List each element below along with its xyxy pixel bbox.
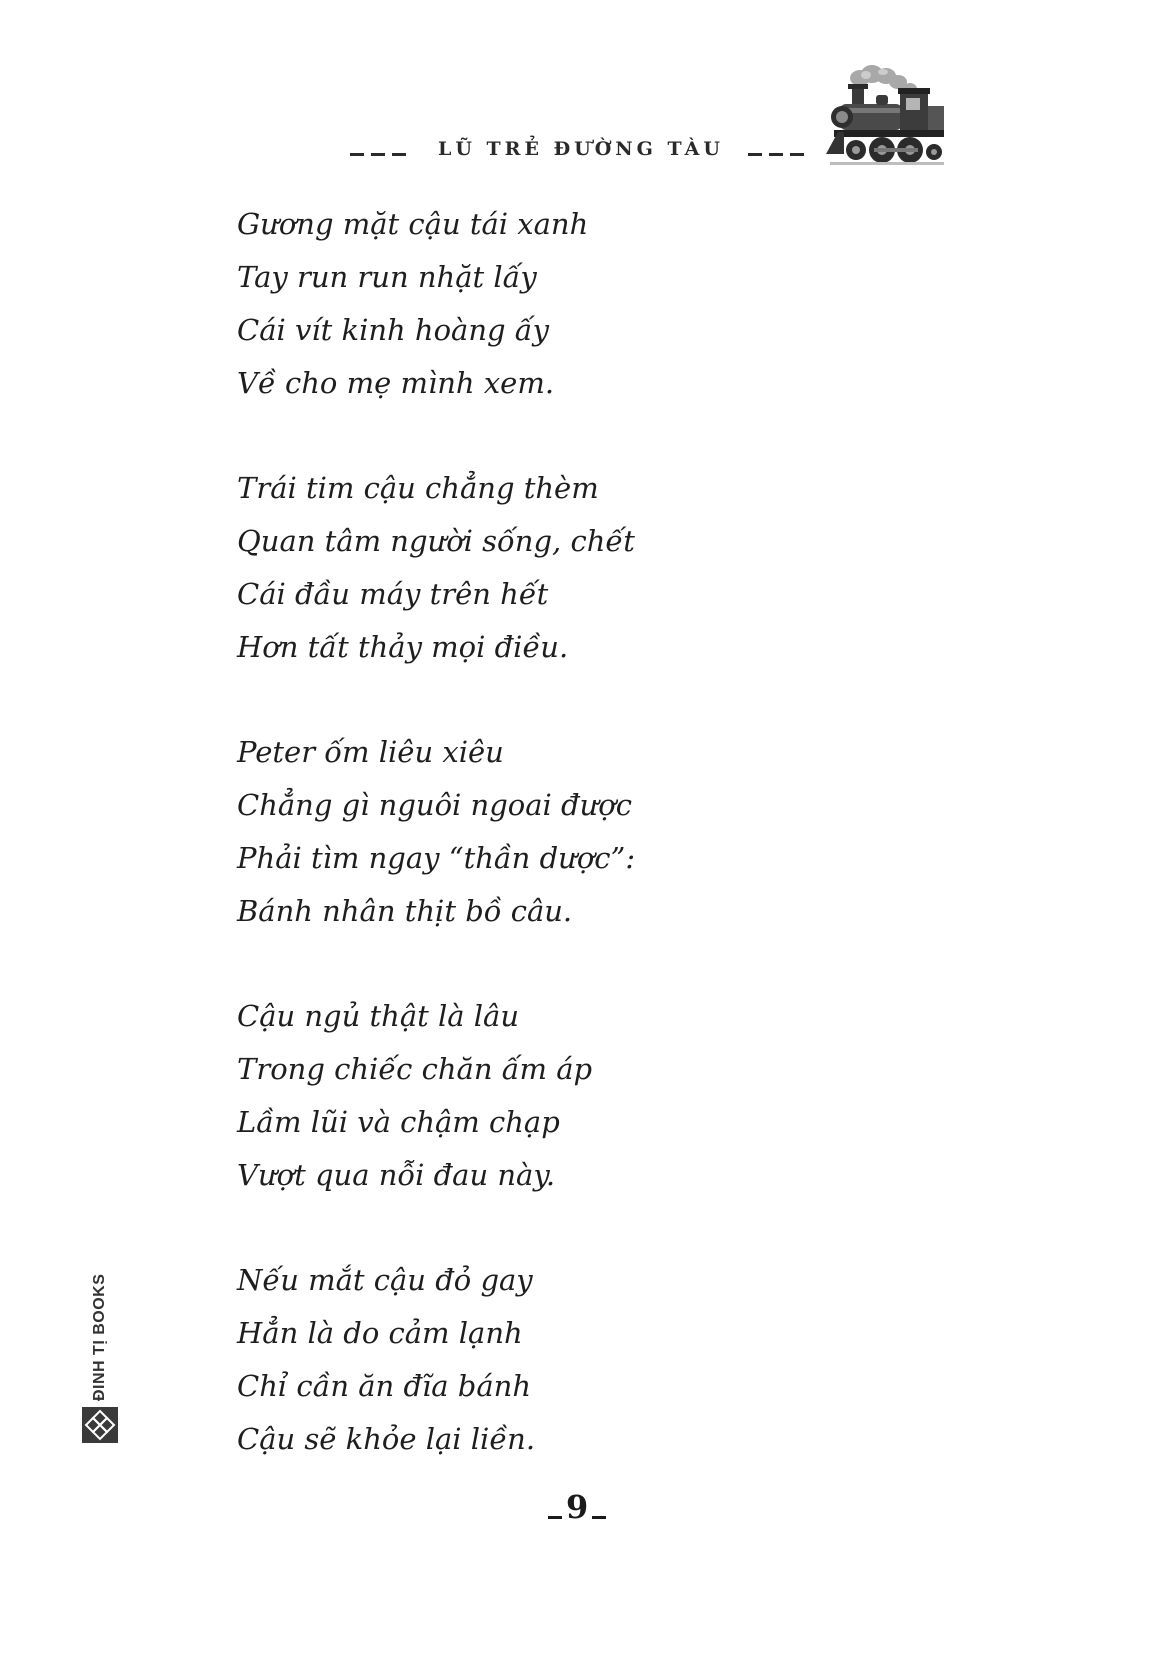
poem-line: Chẳng gì nguôi ngoai được	[237, 788, 632, 822]
poem-line: Gương mặt cậu tái xanh	[237, 207, 589, 241]
stanza-2	[237, 462, 635, 674]
stanza-4	[237, 990, 635, 1202]
publisher-mark	[78, 1273, 122, 1443]
page-number-value: 9	[566, 1488, 589, 1526]
poem-line: Hẳn là do cảm lạnh	[237, 1316, 523, 1350]
publisher-name: ĐINH TỊ BOOKS	[91, 1273, 108, 1401]
stanza-3	[237, 726, 635, 938]
book-title: LŨ TRẺ ĐƯỜNG TÀU	[438, 138, 724, 160]
poem-line: Tay run run nhặt lấy	[237, 260, 537, 294]
stanza-1	[237, 198, 635, 410]
poem-line: Về cho mẹ mình xem.	[237, 366, 555, 400]
page-number-right-dash	[592, 1516, 606, 1519]
running-header	[350, 138, 804, 160]
poem-line: Quan tâm người sống, chết	[237, 524, 635, 558]
poem-line: Trái tim cậu chẳng thèm	[237, 471, 599, 505]
poem-line: Cái vít kinh hoàng ấy	[237, 313, 549, 347]
poem-line: Hơn tất thảy mọi điều.	[237, 630, 569, 664]
poem-line: Lầm lũi và chậm chạp	[237, 1105, 560, 1139]
header-right-dashes	[748, 153, 804, 156]
poem-line: Peter ốm liêu xiêu	[237, 735, 504, 769]
poem-line: Chỉ cần ăn đĩa bánh	[237, 1369, 532, 1403]
poem-line: Bánh nhân thịt bồ câu.	[237, 894, 573, 928]
dinhti-diamond-logo-icon	[82, 1407, 118, 1443]
stanza-5	[237, 1254, 635, 1466]
steam-locomotive-icon	[826, 62, 946, 180]
page-number-left-dash	[548, 1516, 562, 1519]
poem-line: Vượt qua nỗi đau này.	[237, 1158, 556, 1192]
poem-line: Cái đầu máy trên hết	[237, 577, 549, 611]
poem-line: Cậu ngủ thật là lâu	[237, 999, 520, 1033]
poem-line: Cậu sẽ khỏe lại liền.	[237, 1422, 536, 1456]
page-number	[548, 1488, 606, 1526]
header-left-dashes	[350, 153, 406, 156]
poem	[237, 198, 635, 1518]
poem-line: Trong chiếc chăn ấm áp	[237, 1052, 593, 1086]
poem-line: Phải tìm ngay “thần dược”:	[237, 841, 636, 875]
poem-line: Nếu mắt cậu đỏ gay	[237, 1263, 533, 1297]
